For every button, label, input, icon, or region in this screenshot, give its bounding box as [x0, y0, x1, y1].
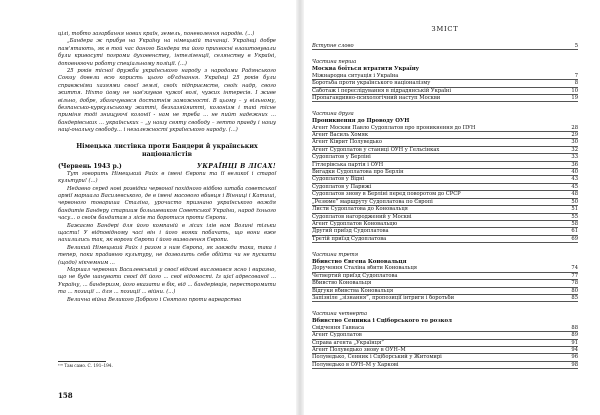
toc-entry-page: 78 — [571, 280, 578, 287]
toc-entry-page: 33 — [571, 154, 578, 161]
body-paragraph: цілі, тобто загарбання нових країн, земель, поневолення народів. (...) — [58, 31, 255, 37]
page-number: 158 — [58, 391, 73, 400]
toc-entry-title: Судоплатов у Відні — [312, 176, 365, 183]
body-paragraph: Великий Німецький Райх і разом з ним Європа, як завжди така, така і тепер, поки прадавню культуру, не дозволить себе обійти чи не пускати (щодо) нікчемним ... — [58, 244, 276, 266]
footnote: ¹⁰⁸ Там само. С. 191–194. — [58, 363, 113, 368]
toc-entry[interactable] — [312, 340, 578, 347]
toc-entry[interactable] — [312, 139, 578, 146]
toc-entry[interactable] — [312, 125, 578, 132]
part-label: Частина перша — [312, 59, 357, 66]
toc-entry-title: Агент Василь Хомяк — [312, 132, 369, 139]
toc-entry-page: 29 — [571, 132, 578, 139]
toc-entry-page: 89 — [571, 332, 578, 339]
toc-entry[interactable] — [312, 236, 578, 243]
part-title: Москва боїться втратити Україну — [312, 65, 420, 72]
toc-entry-page: 32 — [571, 146, 578, 153]
body-paragraph: Тут говорить Німецький Райх в імені Європи та її великої і старої культури! (...) — [58, 170, 276, 185]
leaflet-heading: УКРАЇНЦІ В ЛІСАХ! — [196, 162, 276, 170]
toc-entry[interactable] — [312, 132, 578, 139]
toc-entry[interactable] — [312, 162, 578, 169]
toc-entry-page: 91 — [571, 339, 578, 346]
toc-entry-title: Агент Судоплатов у станиці ОУН у Гельсінках — [312, 146, 440, 153]
right-page — [304, 0, 600, 415]
toc-entry-title: Агент Полуведько знову в ОУН–М — [312, 346, 406, 353]
toc-entry[interactable] — [312, 80, 578, 87]
toc-entry[interactable] — [312, 206, 578, 213]
toc-entry-page: 30 — [571, 139, 578, 146]
toc-entry[interactable] — [312, 221, 578, 228]
toc-entry-title: Саботаж і переслідування в підрадянській Україні — [312, 87, 452, 94]
toc-entry[interactable] — [312, 273, 578, 280]
toc-entry[interactable] — [312, 354, 578, 361]
left-text-column — [58, 31, 276, 304]
body-paragraph: Бажаємо Бандері для його компаній в лісах ілів вам Волині тільки щасти! У відповідному часі він і його вояки побачать, що вони вже нахилились так, як вороги Європи і його визволення Європи. — [58, 222, 276, 244]
toc-entry[interactable] — [312, 347, 578, 354]
toc-entry-page: 19 — [571, 94, 578, 101]
toc-entry[interactable] — [312, 154, 578, 161]
toc-entry-title: Доручення Сталіна вбити Коновальця — [312, 265, 418, 272]
toc-entry-page: 43 — [571, 176, 578, 183]
toc-entry-page: 8 — [574, 80, 578, 87]
toc-entry[interactable] — [312, 169, 578, 176]
toc-entry-page: 88 — [571, 324, 578, 331]
toc-entry[interactable] — [312, 288, 578, 295]
toc-entry-title: Пропагандивно-психологічний наступ Москви — [312, 94, 441, 101]
toc-entry-page: 40 — [571, 169, 578, 176]
toc-entry[interactable] — [312, 325, 578, 332]
toc-entry-page: 28 — [571, 124, 578, 131]
toc-entry-title: Відгуки вбивства Коновальця — [312, 287, 394, 294]
book-gutter — [296, 0, 304, 415]
part-label: Частина третя — [312, 252, 359, 259]
toc-entry-page: 55 — [571, 213, 578, 220]
toc-entry-page: 36 — [571, 161, 578, 168]
toc-entry-title: Другий приїзд Судоплатова — [312, 228, 389, 235]
part-title: Вбивство Сенника і Сціборського то розкол — [312, 317, 452, 324]
toc-entry-title: Вступне слово — [312, 43, 354, 49]
part-label: Частина четверта — [312, 311, 368, 318]
toc-entry-title: Боротьба проти українського націоналізму — [312, 80, 431, 87]
toc-entry-page: 61 — [571, 228, 578, 235]
part-title: Вбивство Євгена Коновальця — [312, 258, 407, 265]
toc-entry-page: 10 — [571, 87, 578, 94]
toc-entry[interactable] — [312, 199, 578, 206]
toc-entry-title: Четвертий приїзд Судоплатова — [312, 272, 398, 279]
toc-entry-page: 98 — [571, 361, 578, 368]
toc-entry-page: 7 — [574, 72, 578, 79]
toc-entry-title: Судоплатов у Парижі — [312, 183, 372, 190]
toc-entry[interactable] — [312, 265, 578, 272]
toc-entry-title: Запізніле „зізнання”, пропозиції інтриги і боротьби — [312, 295, 455, 302]
toc-entry-page: 74 — [571, 265, 578, 272]
toc-entry[interactable] — [312, 362, 578, 369]
toc-entry[interactable] — [312, 214, 578, 221]
toc-entry[interactable] — [312, 228, 578, 235]
toc-entry-page: 45 — [571, 183, 578, 190]
part-label: Частина друга — [312, 111, 354, 118]
toc-entry[interactable] — [312, 191, 578, 198]
toc-entry-page: 94 — [571, 346, 578, 353]
part-title: Проникнення до Проводу ОУН — [312, 117, 410, 124]
toc-entry[interactable] — [312, 295, 578, 302]
toc-entry-title: Листи Судоплатова до Коновальця — [312, 206, 408, 213]
body-paragraph: Недавно серед нові розвідки червоної похідного відбою штаба советської армії маршала Василевського, де в імені масового вбивця і Вінниці і Катиші, червоного товариша Сталіна, урочисто признано українського вождя бандитів Бандеру старшим большевиком Советської України, народ їхнього часу... о своїм бандитам з лісів та боротися проти Європи. — [58, 185, 276, 222]
toc-entry-title: Третій приїзд Судоплатова — [312, 235, 387, 242]
toc-entry[interactable] — [312, 280, 578, 287]
toc-entry-title: Судоплатов знову в Берліні перед поворотом до СРСР — [312, 191, 461, 198]
body-paragraph: Маршал червоних Василевський у своєї відозві висловився ясно і виразно, що не буде шанувати своєї дії його ... свої відомості. Із цієї адресованої ... Україну, ... бандеризм, його вказати в бік, від ... бандерівців, пересторомити та ... позиції ... для ... позиції ... війни. (...) — [58, 266, 276, 296]
toc-entry[interactable] — [312, 43, 578, 50]
toc-entry-title: Агент Москви Павло Судоплатов про проникнення до ПУН — [312, 124, 476, 131]
toc-entry-page: 77 — [571, 272, 578, 279]
left-page — [0, 0, 296, 415]
document-date: (Червень 1943 р.) — [58, 162, 122, 170]
footnote-rule — [58, 361, 106, 362]
toc-entry-title: Справа агента „Українця” — [312, 339, 384, 346]
body-paragraph: „Бандера ж прибув на Україну на німецькій тачанці. Українці добре пам'ятають, як в той час даного Бандера та його прихвосні влаштовували були кривосуті погроми духовенству, інтелігенції, селянству в Україні, доповнюючи роботу спеціальному поліції. (...) — [58, 38, 276, 67]
toc-entry-page: 80 — [571, 287, 578, 294]
toc-entry-title: Полуведько в ОУН–М у Харкові — [312, 361, 399, 368]
toc-entry-title: Вигадки Судоплатова про Берлін — [312, 169, 404, 176]
toc-entry-page: 51 — [571, 206, 578, 213]
toc-entry-page: 50 — [571, 198, 578, 205]
toc-title: ЗМІСТ — [431, 25, 459, 33]
toc-entry-page: 69 — [571, 235, 578, 242]
toc-entry-title: Гітлерівська партія і ОУН — [312, 161, 384, 168]
section-title: Німецька листівка проти Бандери й українських націоналістів — [76, 142, 258, 158]
toc-entry[interactable] — [312, 184, 578, 191]
toc-entry[interactable] — [312, 332, 578, 339]
toc-entry-title: Вбивство Коновальця — [312, 280, 372, 287]
toc-entry-title: „Резюме” маршруту Судоплатова по Європі — [312, 198, 433, 205]
body-paragraph: 25 років тісної дружби українського народу з народами Радянського Союзу довели всю користь цього об'єднання. Українці 25 років були справжніми хазяями своєї землі, своїх підприємств, своїх надр, свого життя. Ніхто йому не нав'язував чужої волі, чужих інтересів. І живе вільно, добре, збагачувався достатнім заможності. В цьому – у вільному, безпансько-куркульському житті, безхазяйяитті, колонізм і такі тісне приміня тоді знищуючі колонії - нам не треба ... не пийт надежних ... бандерівських ... українських – „у нашу святу свободу – гетто правду і нашу наці-ональну свободу... і незалежності українського народу. (...) — [58, 68, 276, 134]
table-of-contents — [312, 25, 578, 369]
dateline — [58, 163, 276, 171]
toc-entry[interactable] — [312, 176, 578, 183]
toc-entry-page: 85 — [571, 295, 578, 302]
toc-entry-title: Агент Судоплатов — [312, 332, 362, 339]
toc-entry-title: Свідчення Гавнаса — [312, 324, 365, 331]
toc-entry-title: Міжнародна ситуація і Україна — [312, 72, 399, 79]
toc-entry-title: Агент Судоплатов Коновальцю — [312, 220, 398, 227]
toc-entry-page: 96 — [571, 354, 578, 361]
toc-entry-title: Судоплатов у Берліні — [312, 154, 371, 161]
toc-entry-title: Агент Ківрит Полуведько — [312, 139, 382, 146]
toc-entry-page: 58 — [571, 220, 578, 227]
toc-entry[interactable] — [312, 147, 578, 154]
toc-entry-page: 5 — [574, 43, 578, 49]
toc-entry[interactable] — [312, 95, 578, 102]
toc-entry[interactable] — [312, 88, 578, 95]
toc-entry[interactable] — [312, 73, 578, 80]
toc-entry-page: 48 — [571, 191, 578, 198]
body-paragraph: Велична війна Великого Доброго і Святого проти варварства — [67, 296, 242, 303]
toc-entry-title: Судоплатов нагороджений у Москві — [312, 213, 412, 220]
toc-entry-title: Полуведько, Сенник і Сціборський у Житомирі — [312, 354, 442, 361]
